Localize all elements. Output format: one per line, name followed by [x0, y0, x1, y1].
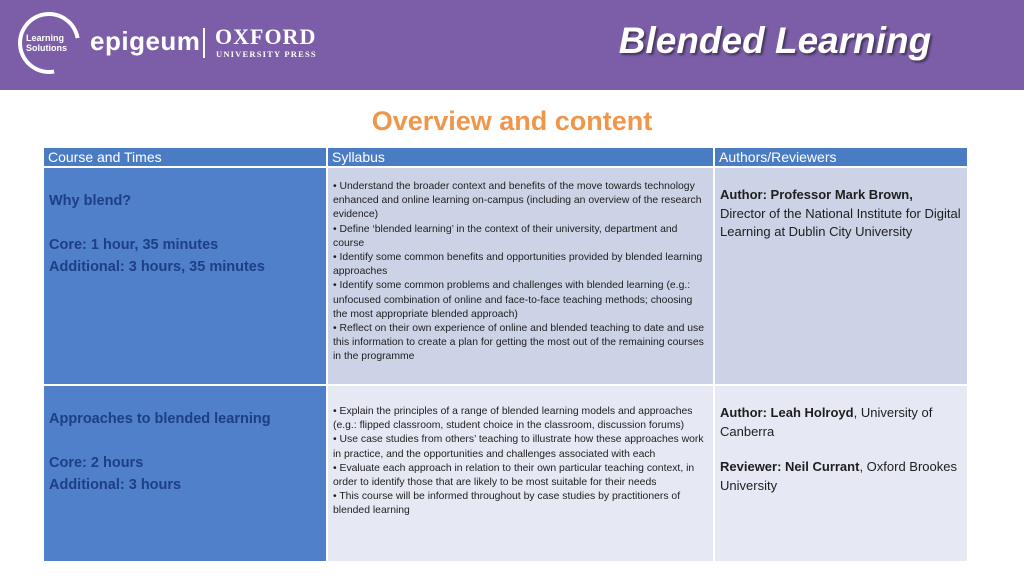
- logo-divider: [203, 28, 205, 58]
- syllabus-item: • Evaluate each approach in relation to their own particular teaching context, in order to identify those that are likely to be most suitable for their needs: [333, 462, 695, 489]
- syllabus-cell-why-blend: [328, 168, 713, 384]
- authors-cell-approaches: [715, 386, 967, 561]
- author-detail: , University of Canberra: [720, 405, 933, 439]
- page-title: Overview and content: [371, 106, 653, 136]
- syllabus-item: • Understand the broader context and benefits of the move towards technology enhanced and online learning on-campus (including an overview of the research evidence): [333, 181, 702, 221]
- banner-title: Blended Learning: [618, 20, 932, 61]
- syllabus-item: • Use case studies from others’ teaching to illustrate how these approaches work in practice, and the opportunities and challenges associated with each: [333, 434, 704, 460]
- author-label: Author: Professor Mark Brown,: [720, 187, 913, 202]
- course-name: Approaches to blended learning: [49, 411, 271, 427]
- column-header-authors: Authors/Reviewers: [715, 148, 967, 166]
- course-name: Why blend?: [49, 193, 132, 209]
- course-cell-approaches: [44, 386, 326, 561]
- authors-cell-why-blend: [715, 168, 967, 384]
- syllabus-cell-approaches: [328, 386, 713, 561]
- oxford-logo: OXFORD: [215, 24, 317, 49]
- syllabus-item: • Identify some common problems and challenges with blended learning (e.g.: unfocused combination of online and face-to-face teaching methods; choosing the most appropriate blended approach): [333, 280, 693, 320]
- reviewer-label: Reviewer: Neil Currant: [720, 459, 860, 474]
- author-label: Author: Leah Holroyd: [720, 405, 854, 420]
- syllabus-item: • Reflect on their own experience of online and blended teaching to date and use this information to create a plan for getting the most out of the remaining courses in the programme: [333, 323, 705, 363]
- logo-line-1: Learning: [26, 33, 65, 43]
- learning-solutions-logo: [26, 33, 78, 53]
- course-cell-why-blend: [44, 168, 326, 384]
- epigeum-logo: epigeum: [90, 26, 201, 56]
- column-header-syllabus: Syllabus: [328, 148, 713, 166]
- syllabus-item: • Explain the principles of a range of blended learning models and approaches (e.g.: flipped classroom, student choice in the classroom, discussion forums): [333, 406, 693, 432]
- syllabus-item: • Identify some common benefits and opportunities provided by blended learning approaches: [333, 252, 703, 278]
- syllabus-item: • This course will be informed throughout by case studies by practitioners of blended learning: [333, 491, 681, 517]
- oxford-logo-sub: UNIVERSITY PRESS: [216, 49, 317, 59]
- author-detail: Director of the National Institute for Digital Learning at Dublin City University: [720, 205, 961, 239]
- reviewer-detail: , Oxford Brookes University: [720, 459, 957, 493]
- course-additional-time: Additional: 3 hours, 35 minutes: [49, 259, 265, 275]
- header-banner: [0, 0, 1024, 90]
- logo-line-2: Solutions: [26, 43, 67, 53]
- course-core-time: Core: 2 hours: [49, 455, 144, 471]
- column-header-course: Course and Times: [44, 148, 326, 166]
- course-core-time: Core: 1 hour, 35 minutes: [49, 237, 219, 253]
- syllabus-item: • Define ‘blended learning’ in the context of their university, department and course: [333, 223, 678, 249]
- course-additional-time: Additional: 3 hours: [49, 477, 182, 493]
